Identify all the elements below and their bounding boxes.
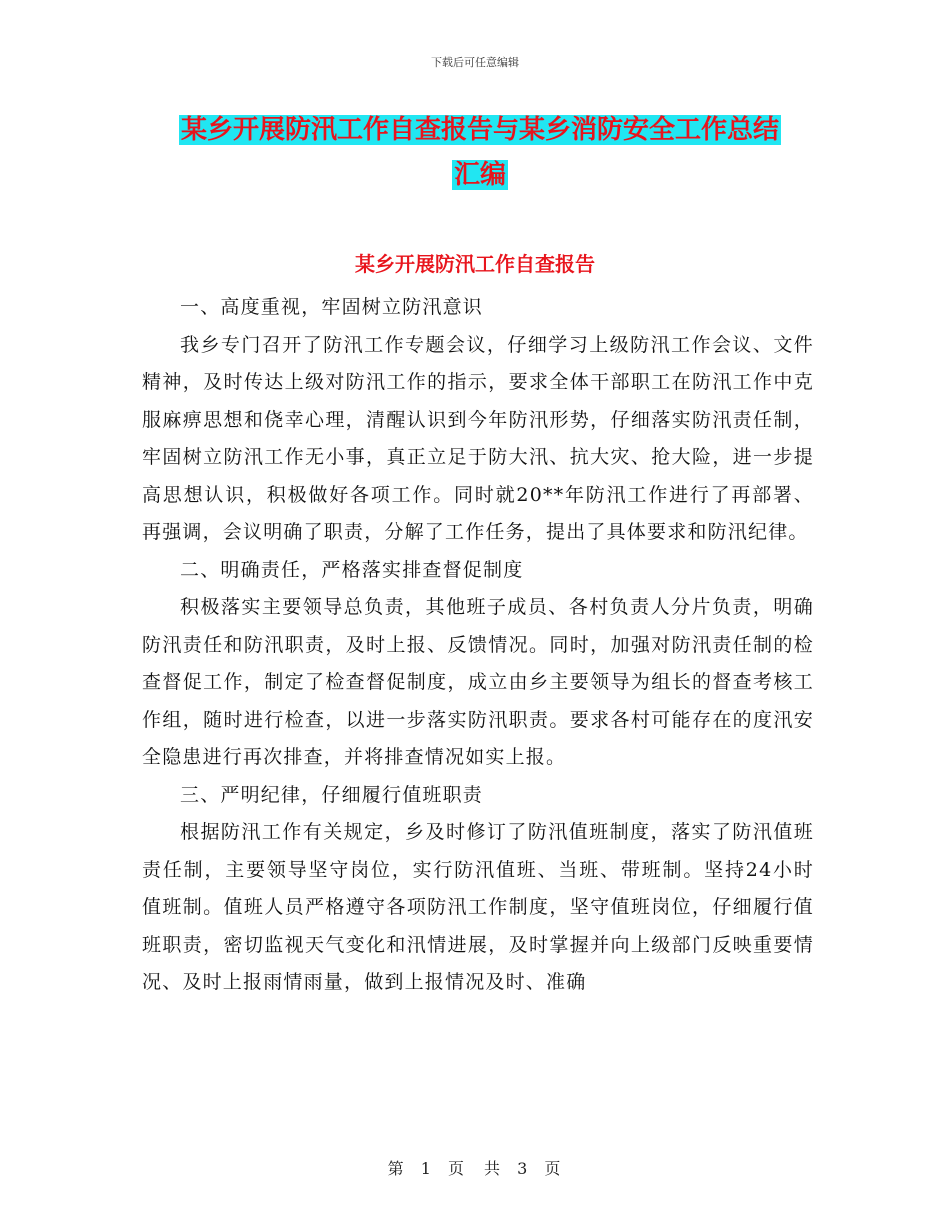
section-title: 某乡开展防汛工作自查报告 — [355, 252, 595, 276]
footer-middle: 页 共 — [447, 1159, 502, 1178]
document-body — [142, 289, 814, 1002]
paragraph-2: 积极落实主要领导总负责，其他班子成员、各村负责人分片负责，明确防汛责任和防汛职责，及时上报、反馈情况。同时，加强对防汛责任制的检查督促工作，制定了检查督促制度，成立由乡主要领导为组长的督查考核工作组，随时进行检查，以进一步落实防汛职责。要求各村可能存在的度汛安全隐患进行再次排查，并将排查情况如实上报。 — [142, 596, 814, 768]
heading-2: 二、明确责任，严格落实排查督促制度 — [180, 558, 524, 581]
page-footer — [0, 1156, 950, 1179]
heading-3: 三、严明纪律，仔细履行值班职责 — [180, 783, 484, 806]
footer-prefix: 第 — [387, 1159, 406, 1178]
header-note: 下载后可任意编辑 — [431, 56, 519, 69]
document-title-line2: 汇编 — [453, 160, 506, 190]
footer-page-number: 1 — [420, 1159, 433, 1178]
document-title-line1: 某乡开展防汛工作自查报告与某乡消防安全工作总结 — [180, 115, 779, 145]
document-title — [140, 108, 820, 198]
paragraph-3: 根据防汛工作有关规定，乡及时修订了防汛值班制度，落实了防汛值班责任制，主要领导坚守岗位，实行防汛值班、当班、带班制。坚持24小时值班制。值班人员严格遵守各项防汛工作制度，坚守值班岗位，仔细履行值班职责，密切监视天气变化和汛情进展，及时掌握并向上级部门反映重要情况、及时上报雨情雨量，做到上报情况及时、准确 — [142, 821, 814, 993]
footer-suffix: 页 — [544, 1159, 563, 1178]
heading-1: 一、高度重视，牢固树立防汛意识 — [180, 296, 484, 318]
footer-total-pages: 3 — [517, 1159, 530, 1178]
paragraph-1: 我乡专门召开了防汛工作专题会议，仔细学习上级防汛工作会议、文件精神，及时传达上级对防汛工作的指示，要求全体干部职工在防汛工作中克服麻痹思想和侥幸心理，清醒认识到今年防汛形势，仔细落实防汛责任制，牢固树立防汛工作无小事，真正立足于防大汛、抗大灾、抢大险，进一步提高思想认识，积极做好各项工作。同时就20**年防汛工作进行了再部署、再强调，会议明确了职责，分解了工作任务，提出了具体要求和防汛纪律。 — [142, 333, 814, 543]
